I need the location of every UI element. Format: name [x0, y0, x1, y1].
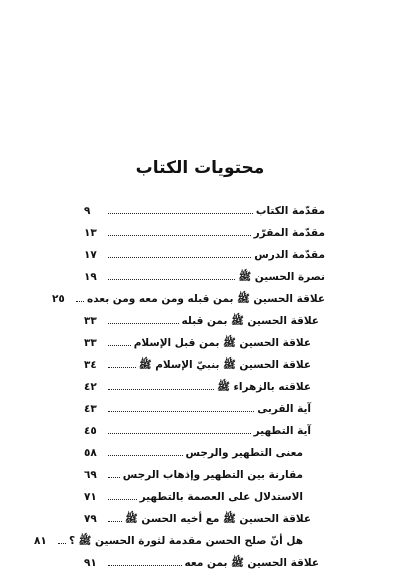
toc-entry-page-number: ٨١: [33, 535, 47, 547]
toc-entry: [84, 504, 325, 526]
toc-entry-label: علاقة الحسين ﷺ مع أخيه الحسن ﷺ: [125, 513, 311, 525]
toc-entry: [84, 416, 325, 438]
toc-entry-page-number: ٦٩: [84, 469, 97, 481]
toc-entry-label: علاقة الحسين ﷺ بمن معه: [184, 557, 319, 569]
toc-entry: [84, 328, 325, 350]
toc-entry: [84, 372, 325, 394]
toc-entry-label: آية القربى: [257, 403, 311, 415]
toc-leader-dots: [108, 521, 122, 522]
toc-entry-page-number: ٣٣: [84, 337, 97, 349]
toc-entry-label: نصرة الحسين ﷺ: [238, 271, 325, 283]
toc-entry-page-number: ٤٣: [84, 403, 97, 415]
toc-entry: [84, 240, 325, 262]
toc-entry-label: مقدّمة المقرّر: [253, 227, 325, 239]
toc-entry: [84, 196, 325, 218]
toc-leader-dots: [108, 367, 136, 368]
toc-list: [33, 196, 325, 570]
toc-title: محتويات الكتاب: [135, 158, 265, 178]
toc-entry-page-number: ٧٩: [84, 513, 97, 525]
toc-entry: [84, 262, 325, 284]
toc-leader-dots: [108, 323, 179, 324]
toc-entry-page-number: ٩: [84, 205, 91, 217]
toc-entry-label: الاستدلال على العصمة بالتطهير: [139, 491, 303, 503]
toc-entry-label: مقدّمة الدرس: [254, 249, 325, 261]
toc-entry: [84, 460, 325, 482]
toc-entry: [84, 438, 325, 460]
toc-entry-page-number: ٤٥: [84, 425, 97, 437]
toc-entry: [52, 284, 325, 306]
toc-entry: [84, 350, 325, 372]
toc-entry-label: علاقته بالزهراء ﷺ: [217, 381, 311, 393]
toc-leader-dots: [108, 477, 120, 478]
toc-entry-label: مقدّمة الكتاب: [255, 205, 325, 217]
toc-entry-label: علاقة الحسين ﷺ بمن قبله: [181, 315, 319, 327]
toc-leader-dots: [108, 389, 214, 390]
toc-entry-page-number: ٥٨: [84, 447, 97, 459]
toc-entry-page-number: ١٧: [84, 249, 97, 261]
toc-leader-dots: [108, 279, 235, 280]
toc-leader-dots: [108, 499, 137, 500]
toc-entry: [84, 218, 325, 240]
toc-entry: [84, 394, 325, 416]
toc-leader-dots: [108, 213, 253, 214]
toc-entry-label: مقارنة بين التطهير وإذهاب الرجس: [122, 469, 303, 481]
toc-entry: [33, 526, 325, 548]
toc-entry-page-number: ١٣: [84, 227, 97, 239]
toc-leader-dots: [108, 455, 183, 456]
toc-entry-page-number: ٧١: [84, 491, 97, 503]
toc-entry-page-number: ٣٤: [84, 359, 97, 371]
toc-entry-page-number: ٢٥: [52, 293, 65, 305]
toc-entry: [84, 548, 325, 570]
toc-entry-label: علاقة الحسين ﷺ بمن قبله ومن معه ومن بعده: [87, 293, 325, 305]
toc-entry-label: هل أنّ صلح الحسن مقدمة لثورة الحسين ﷺ ؟: [68, 535, 303, 547]
toc-entry-page-number: ٣٣: [84, 315, 97, 327]
toc-leader-dots: [108, 565, 182, 566]
toc-entry-label: آية التطهير: [253, 425, 311, 437]
toc-entry-label: علاقة الحسين ﷺ بنبيّ الإسلام ﷺ: [138, 359, 311, 371]
toc-leader-dots: [108, 411, 254, 412]
toc-entry-page-number: ٩١: [84, 557, 97, 569]
toc-leader-dots: [58, 543, 66, 544]
toc-entry: [84, 306, 325, 328]
toc-leader-dots: [108, 433, 251, 434]
toc-entry-page-number: ٤٢: [84, 381, 97, 393]
toc-leader-dots: [76, 301, 84, 302]
toc-leader-dots: [108, 345, 131, 346]
toc-entry-label: علاقة الحسين ﷺ بمن قبل الإسلام: [133, 337, 311, 349]
toc-leader-dots: [108, 235, 251, 236]
toc-leader-dots: [108, 257, 251, 258]
toc-entry-page-number: ١٩: [84, 271, 97, 283]
toc-entry-label: معنى التطهير والرجس: [185, 447, 303, 459]
toc-entry: [84, 482, 325, 504]
